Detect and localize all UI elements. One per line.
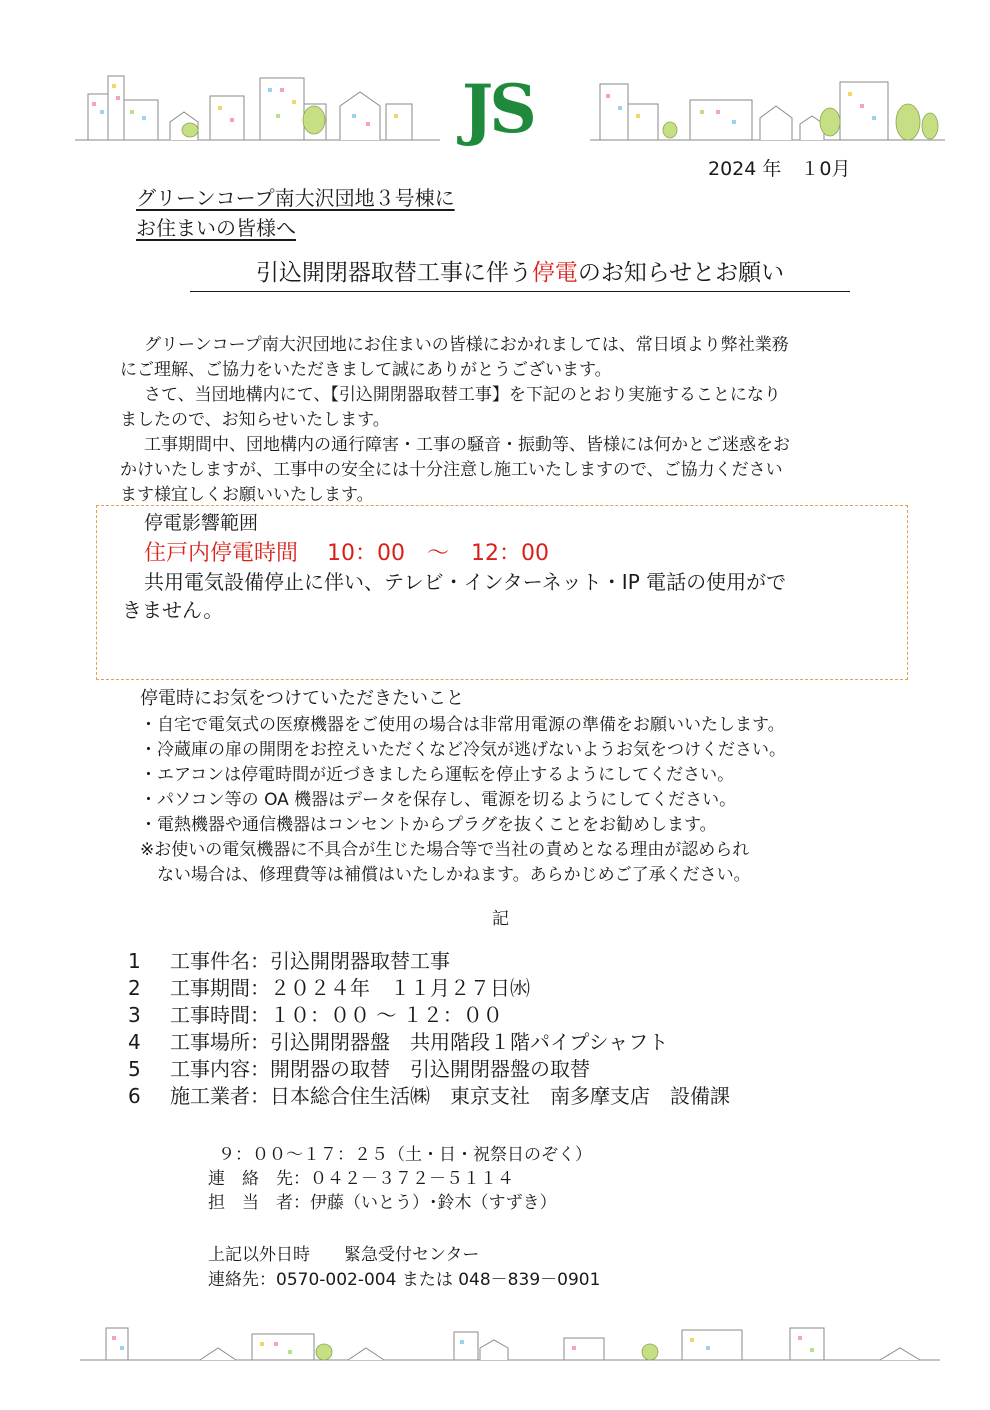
detail-text: 工事内容：開閉器の取替 引込開閉器盤の取替 (170, 1057, 590, 1081)
detail-number: 3 (128, 1003, 141, 1027)
outage-note-line-2: きません。 (122, 598, 224, 622)
title-prefix: 引込開閉器取替工事に伴う (255, 260, 532, 286)
detail-text: 工事時間：１０：００ ～ １２：００ (170, 1003, 503, 1027)
outage-note-line-1: 共用電気設備停止に伴い、テレビ・インターネット・IP 電話の使用がで (144, 570, 787, 594)
care-item: ・エアコンは停電時間が近づきましたら運転を停止するようにしてください。 (140, 765, 735, 785)
title-highlight: 停電 (531, 260, 578, 286)
ki-heading: 記 (492, 909, 509, 929)
outage-time (144, 536, 549, 567)
addressee-line-1: グリーンコープ南大沢団地３号棟に (136, 186, 455, 210)
intro-line-1: グリーンコープ南大沢団地にお住まいの皆様におかれましては、常日頃より弊社業務 (144, 335, 789, 355)
detail-text: 工事場所：引込開閉器盤 共用階段１階パイプシャフト (170, 1030, 669, 1054)
detail-text: 工事期間：２０２４年 １１月２７日㈬ (170, 976, 530, 1000)
care-heading: 停電時にお気をつけていただきたいこと (140, 688, 464, 709)
care-disclaimer-line-1: ※お使いの電気機器に不具合が生じた場合等で当社の責めとなる理由が認められ (140, 840, 750, 860)
addressee-line-2: お住まいの皆様へ (136, 216, 296, 240)
intro-line-6: かけいたしますが、工事中の安全には十分注意し施工いたしますので、ご協力ください (120, 460, 783, 480)
emergency-label: 上記以外日時 緊急受付センター (208, 1245, 480, 1265)
care-disclaimer-line-2: ない場合は、修理費等は補償はいたしかねます。あらかじめご了承ください。 (140, 865, 751, 885)
care-item: ・電熱機器や通信機器はコンセントからプラグを抜くことをお勧めします。 (140, 815, 717, 835)
outage-time-value: 10：00 ～ 12：00 (327, 541, 549, 566)
intro-line-2: にご理解、ご協力をいただきまして誠にありがとうございます。 (120, 360, 612, 380)
title-suffix: のお知らせとお願い (577, 260, 785, 286)
detail-text: 工事件名：引込開閉器取替工事 (170, 949, 450, 973)
intro-line-3: さて、当団地構内にて、【引込開閉器取替工事】を下記のとおり実施することになり (144, 385, 781, 405)
detail-text: 施工業者：日本総合住生活㈱ 東京支社 南多摩支店 設備課 (170, 1084, 730, 1108)
js-logo: JS (462, 70, 533, 148)
care-item: ・自宅で電気式の医療機器をご使用の場合は非常用電源の準備をお願いいたします。 (140, 715, 785, 735)
intro-line-7: ます様宜しくお願いいたします。 (120, 485, 374, 505)
detail-item (128, 999, 503, 1028)
detail-number: 5 (128, 1057, 141, 1081)
detail-item (128, 1053, 590, 1082)
care-item: ・冷蔵庫の扉の開閉をお控えいただくなど冷気が逃げないようお気をつけください。 (140, 740, 786, 760)
footer-cityscape-illustration (70, 1320, 950, 1380)
detail-number: 2 (128, 976, 141, 1000)
detail-item (128, 1026, 668, 1055)
intro-line-4: ましたので、お知らせいたします。 (120, 410, 390, 430)
office-hours: ９：００～１７：２５（土・日・祝祭日のぞく） (218, 1145, 592, 1165)
intro-line-5: 工事期間中、団地構内の通行障害・工事の騒音・振動等、皆様には何かとご迷惑をお (144, 435, 790, 455)
notice-title (190, 254, 850, 292)
care-item: ・パソコン等の OA 機器はデータを保存し、電源を切るようにしてください。 (140, 790, 737, 810)
detail-item (128, 945, 450, 974)
outage-time-label: 住戸内停電時間 (144, 541, 299, 566)
emergency-phone: 連絡先：0570-002-004 または 048－839－0901 (208, 1270, 601, 1290)
contact-phone: 連 絡 先：０４２－３７２－５１１４ (208, 1169, 514, 1189)
detail-number: 1 (128, 949, 141, 973)
detail-number: 4 (128, 1030, 141, 1054)
detail-item (128, 972, 530, 1001)
notice-date: 2024 年 １0月 (708, 158, 851, 180)
outage-heading: 停電影響範囲 (144, 512, 259, 534)
detail-item (128, 1080, 730, 1109)
detail-number: 6 (128, 1084, 141, 1108)
contact-staff: 担 当 者：伊藤（いとう）･鈴木（すずき） (208, 1193, 557, 1213)
